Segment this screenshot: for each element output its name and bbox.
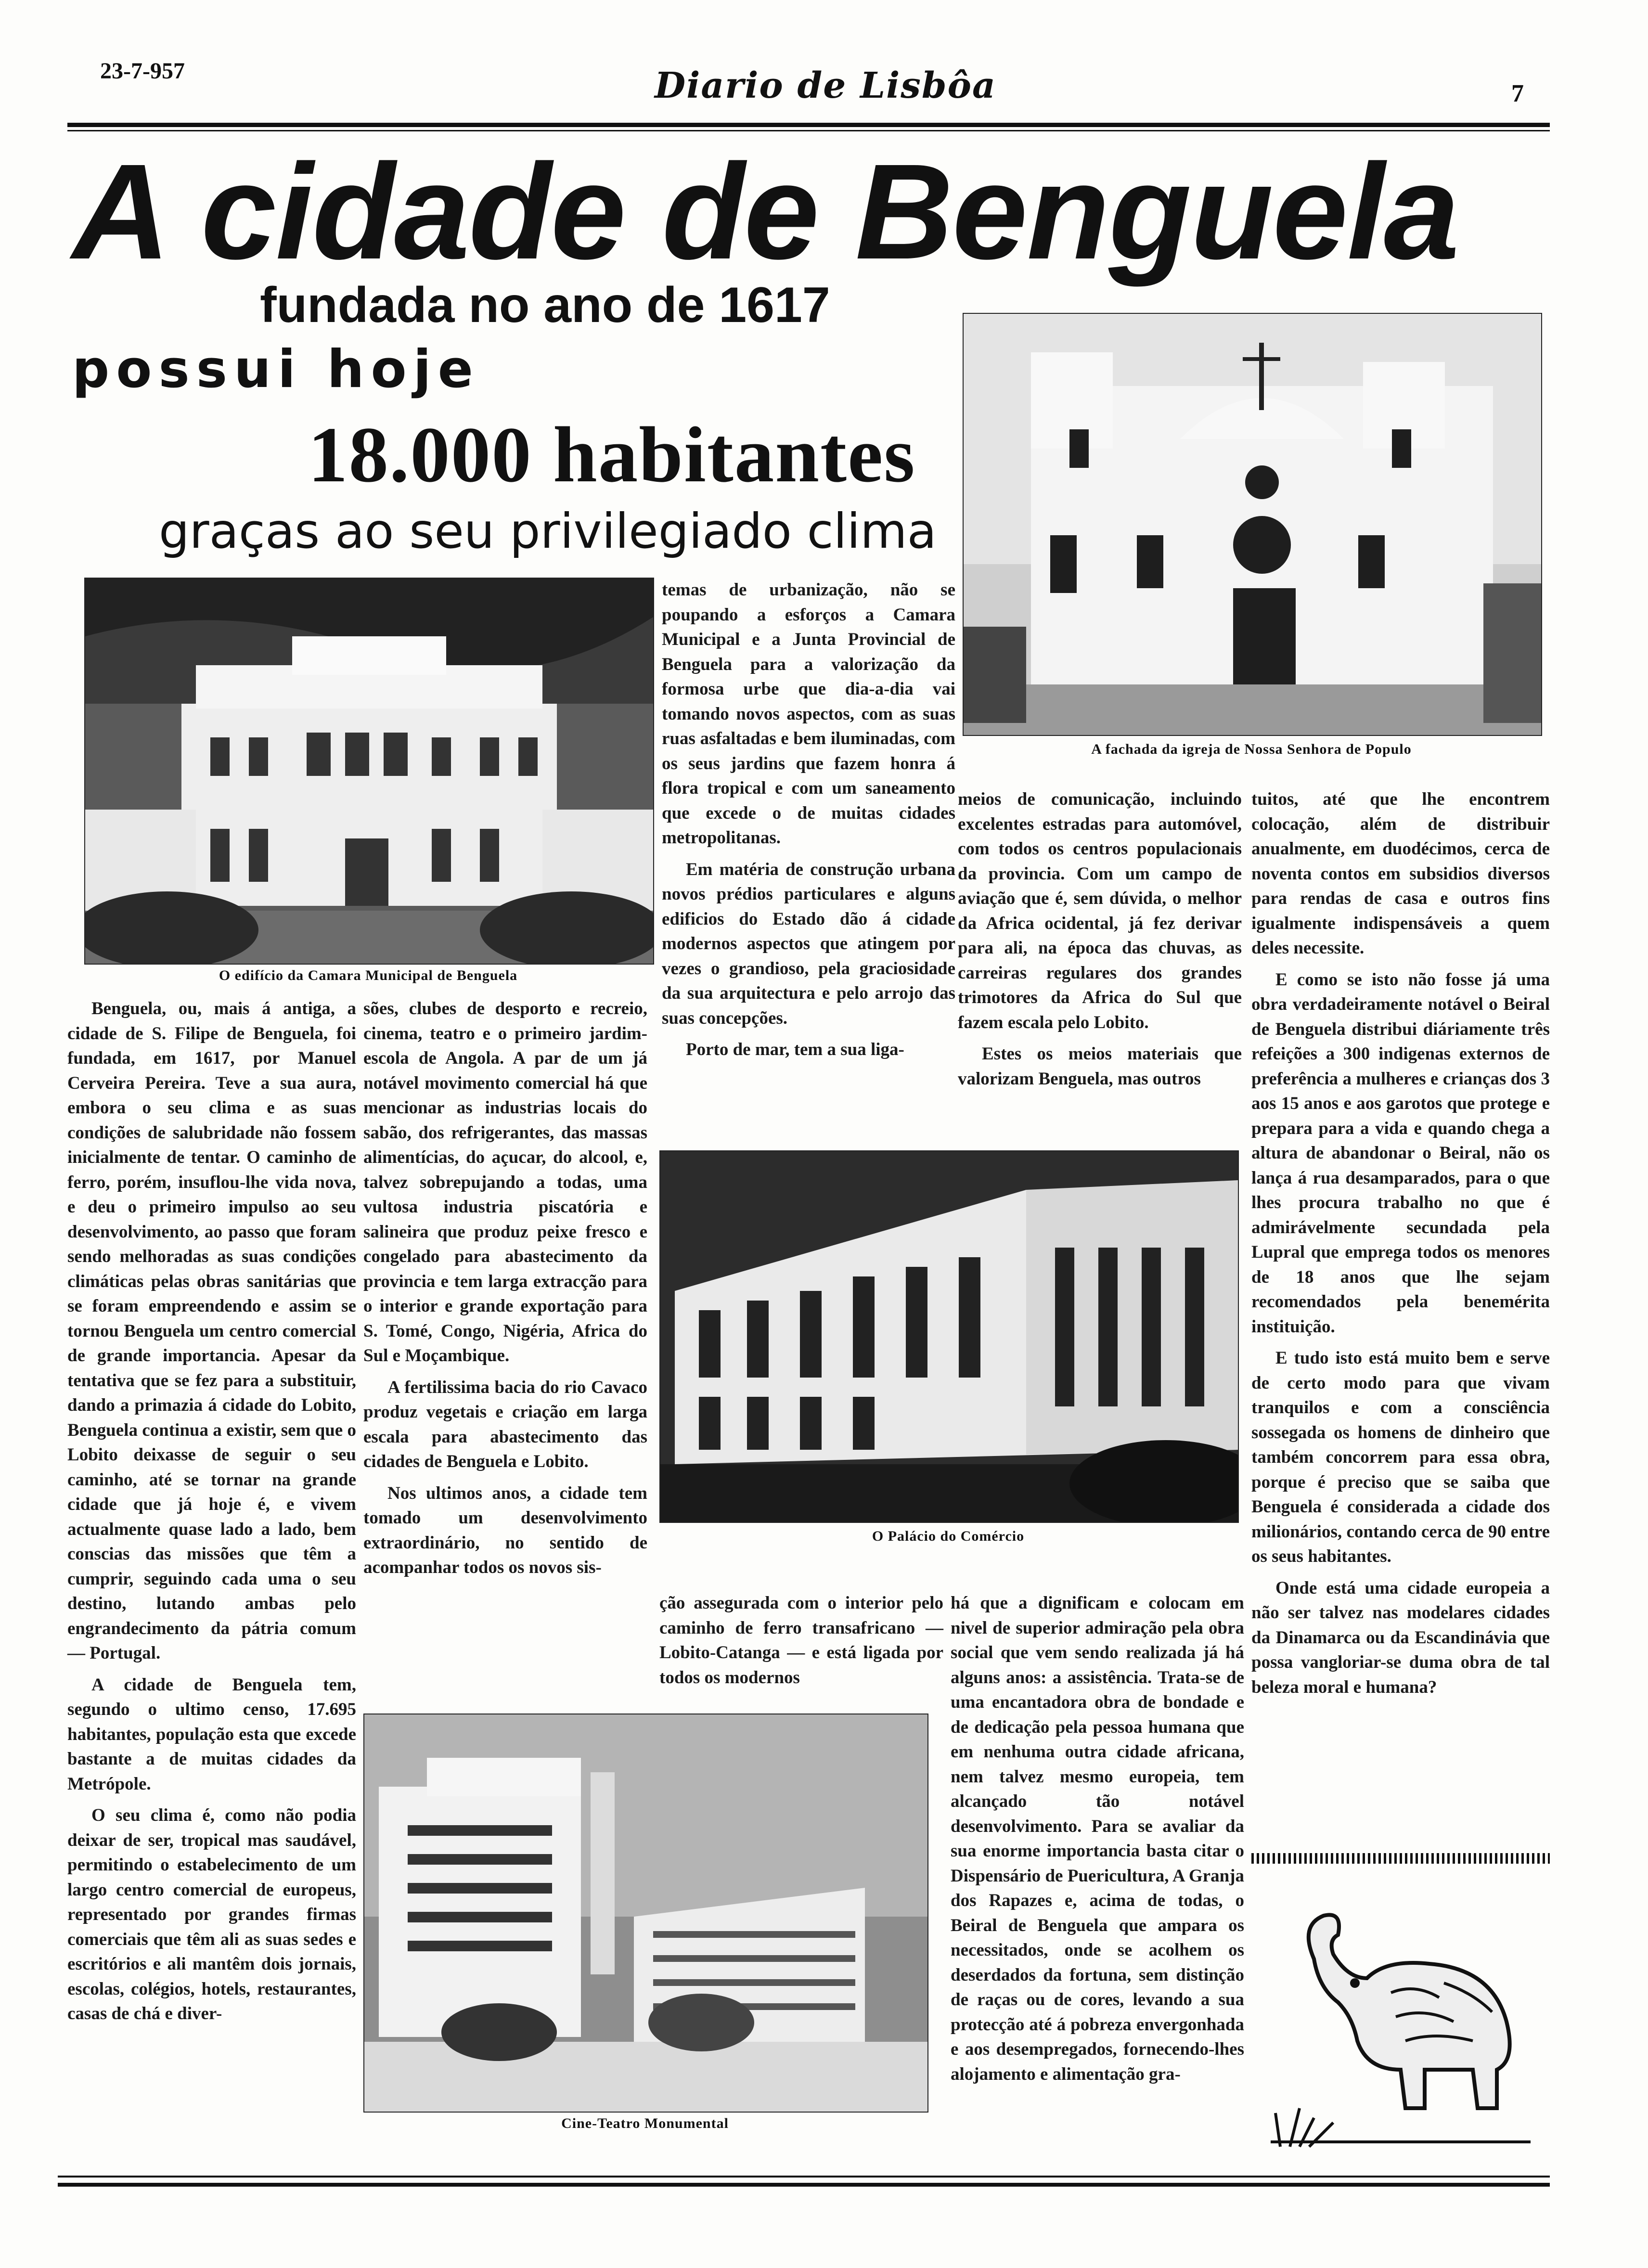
paragraph: há que a dignificam e colocam em nivel de superior admiração pela obra social que vem sendo realizada já há alguns anos: a assistência. Trata-se de uma encantadora obra de bondade e de dedicação pela pessoa humana que em nenhuma outra cidade africana, nem talvez mesmo europeia, tem alcançado tão notável desenvolvimento. Para se avaliar da sua enorme importancia basta citar o Dispensário de Puericultura, A Granja dos Rapazes e, acima de todas, o Beiral de Benguela que ampara os necessitados, onde se acolhem os deserdados da fortuna, sem distinção de raças ou de cores, levando a sua protecção até á pobreza envergonhada e aos desempregados, fornecendo-lhes alojamento e alimentação gra- [951, 1593, 1244, 2084]
headline-possui: possui hoje [72, 339, 480, 399]
footer-rule-top [58, 2176, 1550, 2178]
paragraph: Benguela, ou, mais á antiga, a cidade de S. Filipe de Benguela, foi fundada, em 1617, por Manuel Cerveira Pereira. Teve a sua aura, embora o seu clima e as suas condições de salubridade não fossem inicialmente de tentar. O caminho de ferro, porém, insuflou-lhe vida nova, e deu o primeiro impulso ao seu desenvolvimento, ao passo que foram sendo melhoradas as suas condições climáticas pelas obras sanitárias que se foram empreendendo e assim se tornou Benguela um centro comercial de grande importancia. Apesar da tentativa que se fez para a substituir, dando a primazia á cidade do Lobito, Benguela continua a existir, sem que o Lobito deixasse de seguir o seu caminho, até se tornar na grande cidade que já hoje é, e vivem actualmente quase lado a lado, bem conscias das missões que têm a cumprir, seguindo cada uma o seu destino, lutando ambas pelo engrandecimento da pátria comum — Portugal. [67, 999, 356, 1663]
paragraph: O seu clima é, como não podia deixar de ser, tropical mas saudável, permitindo o estabelecimento de um largo centro comercial de europeus, representado por grandes firmas comerciais que têm ali as suas sedes e escritórios e ali mantêm dois jornais, escolas, colégios, hotels, restaurantes, casas de chá e diver- [67, 1805, 356, 2023]
paragraph: meios de comunicação, incluindo excelentes estradas para automóvel, com todos os centros populacionais da provincia. Com um campo de aviação que é, sem dúvida, o melhor da Africa ocidental, já fez derivar para ali, na época das chuvas, as carreiras regulares dos grandes trimotores da Africa do Sul que fazem escala pelo Lobito. [958, 789, 1242, 1032]
article-column-3-continued [659, 1591, 943, 1697]
divider-hatch [1251, 1853, 1550, 1864]
article-column-4 [958, 787, 1242, 1098]
paragraph: ção assegurada com o interior pelo caminho de ferro transafricano — Lobito-Catanga — e está ligada por todos os modernos [659, 1593, 943, 1688]
article-column-3 [662, 578, 955, 1069]
masthead-date: 23-7-957 [100, 58, 185, 84]
cinema-photo [363, 1714, 928, 2113]
page-number: 7 [1511, 80, 1524, 107]
headline-founded: fundada no ano de 1617 [260, 277, 830, 333]
headline-main: A cidade de Benguela [72, 136, 1458, 287]
igreja-caption: A fachada da igreja de Nossa Senhora de Populo [1091, 741, 1412, 757]
paragraph: E como se isto não fosse já uma obra verdadeiramente notável o Beiral de Benguela distribui diáriamente três refeições a 300 indigenas externos de preferência a mulheres e crianças dos 3 aos 15 anos e aos garotos que protege e prepara para a vida e quando chega a altura de abandonar o Beiral, não os lança á rua desamparados, para o que lhes procura trabalho no que é admirávelmente secundada pela Lupral que emprega todos os menores de 18 anos que lhe sejam recomendados pela benemérita instituição. [1251, 969, 1550, 1337]
palacio-caption: O Palácio do Comércio [872, 1528, 1025, 1544]
paragraph: Nos ultimos anos, a cidade tem tomado um desenvolvimento extraordinário, no sentido de acompanhar todos os novos sis- [363, 1483, 647, 1577]
elephant-illustration [1271, 1896, 1540, 2156]
paragraph: E tudo isto está muito bem e serve de certo modo para que vivam tranquilos e com a consciência sossegada os homens de dinheiro que também concorrem para essa obra, porque é preciso que se saiba que Benguela é considerada a cidade dos milionários, contando cerca de 90 entre os seus habitantes. [1251, 1348, 1550, 1566]
paragraph: A cidade de Benguela tem, segundo o ultimo censo, 17.695 habitantes, população esta que excede bastante a de muitas cidades da Metrópole. [67, 1675, 356, 1794]
article-column-4-continued [951, 1591, 1244, 2093]
camara-caption: O edifício da Camara Municipal de Benguela [219, 967, 518, 983]
masthead-title: Diario de Lisbôa [655, 65, 996, 106]
paragraph: Onde está uma cidade europeia a não ser talvez nas modelares cidades da Dinamarca ou da Escandinávia que possa vangloriar-se duma obra de tal beleza moral e humana? [1251, 1578, 1550, 1697]
headline-population: 18.000 habitantes [308, 411, 916, 499]
masthead-rule-bottom [67, 130, 1550, 131]
paragraph: sões, clubes de desporto e recreio, cinema, teatro e o primeiro jardim-escola de Angola. A par de um já notável movimento comercial há que mencionar as industrias locais do sabão, dos refrigerantes, das massas alimentícias, do açucar, do alcool, e, talvez sobrepujando a todas, uma vultosa industria piscatória e salineira que produz peixe fresco e congelado para abastecimento da provincia e tem larga extracção para o interior e grande exportação para S. Tomé, Congo, Nigéria, Africa do Sul e Moçambique. [363, 999, 647, 1366]
headline-climate: graças ao seu privilegiado clima [159, 503, 937, 559]
article-column-2 [363, 996, 647, 1587]
elephant-icon [1271, 1896, 1540, 2156]
paragraph: temas de urbanização, não se poupando a esforços a Camara Municipal e a Junta Provincial de Benguela para a valorização da formosa urbe que dia-a-dia vai tomando novos aspectos, com as suas ruas asfaltadas e bem iluminadas, com os seus jardins que fazem honra á flora tropical e com um saneamento que excede o de muitas cidades metropolitanas. [662, 580, 955, 848]
cinema-caption: Cine-Teatro Monumental [561, 2115, 729, 2131]
camara-photo [84, 578, 654, 965]
paragraph: Porto de mar, tem a sua liga- [686, 1040, 904, 1059]
article-column-5 [1251, 787, 1550, 1706]
paragraph: Em matéria de construção urbana novos prédios particulares e alguns edificios do Estado dão á cidade modernos aspectos que atingem por vezes o grandioso, pela graciosidade da sua arquitectura e pelo arrojo das suas concepções. [662, 859, 955, 1028]
palacio-photo [659, 1150, 1239, 1523]
masthead-rule-top [67, 123, 1550, 127]
article-column-1 [67, 996, 356, 2033]
footer-rule-bottom [58, 2183, 1550, 2187]
paragraph: tuitos, até que lhe encontrem colocação, além de distribuir anualmente, em duodécimos, cerca de noventa contos em subsidios diversos para rendas de casa e outros fins igualmente indispensáveis a quem deles necessite. [1251, 789, 1550, 958]
paragraph: Estes os meios materiais que valorizam Benguela, mas outros [958, 1044, 1242, 1089]
paragraph: A fertilissima bacia do rio Cavaco produz vegetais e criação em larga escala para abastecimento das cidades de Benguela e Lobito. [363, 1377, 647, 1471]
igreja-photo [963, 313, 1542, 736]
